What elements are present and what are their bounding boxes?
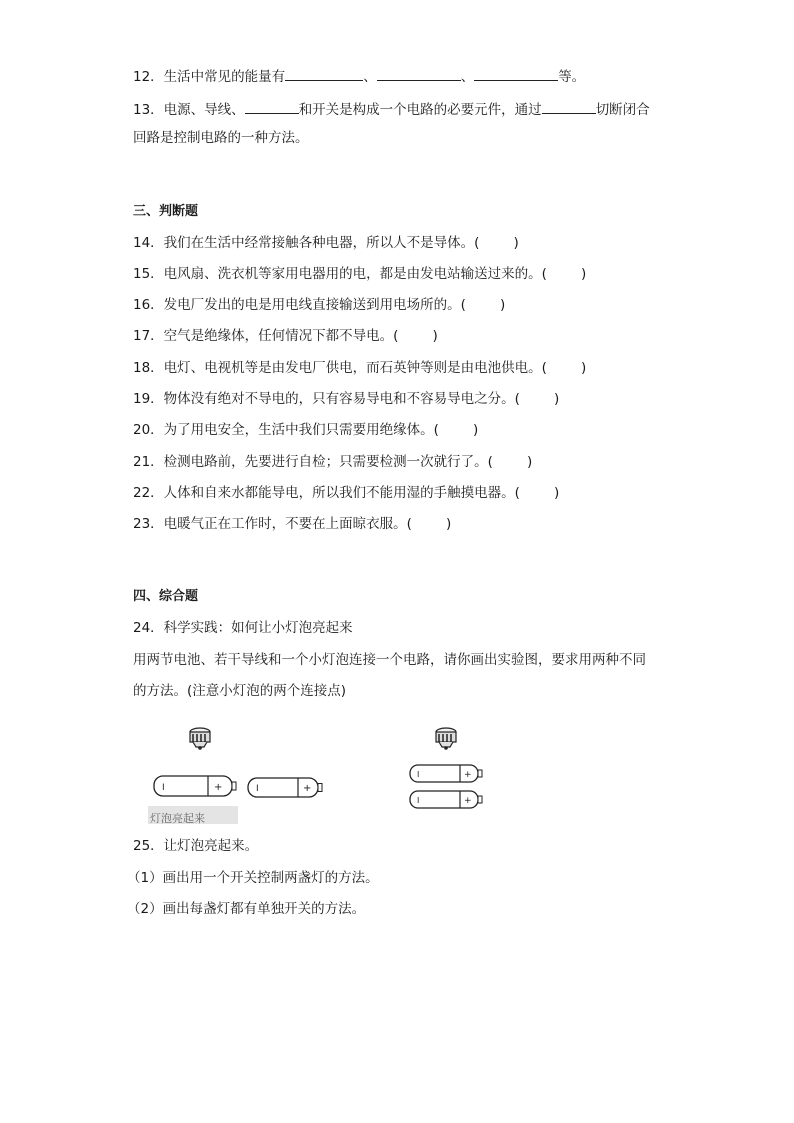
q21-close: ) bbox=[526, 454, 533, 470]
question-21 bbox=[133, 453, 532, 471]
question-15 bbox=[133, 265, 586, 283]
q13-mid: 和开关是构成一个电路的必要元件，通过 bbox=[298, 102, 542, 118]
q13-blank-2[interactable] bbox=[542, 99, 596, 114]
q17-text: 17．空气是绝缘体，任何情况下都不导电。( bbox=[133, 328, 399, 344]
q12-blank-1[interactable] bbox=[285, 66, 363, 81]
q21-text: 21．检测电路前，先要进行自检；只需要检测一次就行了。( bbox=[133, 454, 493, 470]
question-22 bbox=[133, 484, 559, 502]
battery-icon-4 bbox=[410, 791, 482, 808]
q12-sep-1: 、 bbox=[363, 69, 377, 85]
battery-3-plus: + bbox=[464, 770, 472, 780]
question-24-title: 24．科学实践：如何让小灯泡亮起来 bbox=[133, 620, 353, 636]
question-13-line2: 回路是控制电路的一种方法。 bbox=[133, 130, 309, 146]
q13-prefix: 13．电源、导线、 bbox=[133, 102, 245, 118]
battery-icon-2 bbox=[248, 778, 322, 797]
battery-4-minus: I bbox=[417, 796, 420, 805]
question-13 bbox=[133, 99, 650, 119]
question-24-line1: 用两节电池、若干导线和一个小灯泡连接一个电路，请你画出实验图，要求用两种不同 bbox=[133, 652, 646, 668]
q23-text: 23．电暖气正在工作时，不要在上面晾衣服。( bbox=[133, 516, 412, 532]
q18-close: ) bbox=[580, 360, 587, 376]
q19-close: ) bbox=[553, 391, 560, 407]
q12-blank-3[interactable] bbox=[474, 66, 558, 81]
question-17 bbox=[133, 327, 438, 345]
question-16 bbox=[133, 296, 505, 314]
question-19 bbox=[133, 390, 559, 408]
question-23 bbox=[133, 515, 451, 533]
battery-1-minus: I bbox=[162, 783, 165, 793]
q23-close: ) bbox=[445, 516, 452, 532]
bulb-icon-right bbox=[436, 728, 456, 750]
section-4-heading: 四、综合题 bbox=[133, 589, 199, 604]
q15-text: 15．电风扇、洗衣机等家用电器用的电，都是由发电站输送过来的。( bbox=[133, 266, 547, 282]
battery-2-plus: + bbox=[303, 783, 312, 794]
question-14 bbox=[133, 234, 519, 252]
q12-prefix: 12．生活中常见的能量有 bbox=[133, 69, 286, 85]
q14-close: ) bbox=[513, 235, 519, 251]
q13-suffix: 切断闭合 bbox=[595, 102, 650, 118]
q20-close: ) bbox=[472, 422, 479, 438]
q16-close: ) bbox=[499, 297, 506, 313]
battery-2-minus: I bbox=[256, 784, 259, 794]
battery-3-minus: I bbox=[417, 770, 420, 779]
figure-caption: 灯泡亮起来 bbox=[150, 812, 205, 824]
q14-text: 14．我们在生活中经常接触各种电器，所以人不是导体。( bbox=[133, 235, 480, 251]
q20-text: 20．为了用电安全，生活中我们只需要用绝缘体。( bbox=[133, 422, 439, 438]
bulb-icon-left bbox=[190, 728, 210, 750]
battery-1-plus: + bbox=[214, 782, 223, 793]
question-25-title: 25．让灯泡亮起来。 bbox=[133, 838, 259, 854]
question-18 bbox=[133, 359, 586, 377]
question-25-sub2: （2）画出每盏灯都有单独开关的方法。 bbox=[127, 901, 366, 917]
q16-text: 16．发电厂发出的电是用电线直接输送到用电场所的。( bbox=[133, 297, 466, 313]
battery-icon-3 bbox=[410, 765, 482, 782]
question-24-line2: 的方法。(注意小灯泡的两个连接点) bbox=[133, 683, 347, 699]
q12-suffix: 等。 bbox=[558, 69, 586, 85]
q13-blank-1[interactable] bbox=[245, 99, 299, 114]
q22-text: 22．人体和自来水都能导电，所以我们不能用湿的手触摸电器。( bbox=[133, 485, 520, 501]
q12-blank-2[interactable] bbox=[377, 66, 461, 81]
circuit-figure bbox=[148, 714, 498, 824]
question-20 bbox=[133, 421, 478, 439]
battery-4-plus: + bbox=[464, 796, 472, 806]
q15-close: ) bbox=[580, 266, 587, 282]
q18-text: 18．电灯、电视机等是由发电厂供电，而石英钟等则是由电池供电。( bbox=[133, 360, 547, 376]
q17-close: ) bbox=[432, 328, 438, 344]
q19-text: 19．物体没有绝对不导电的，只有容易导电和不容易导电之分。( bbox=[133, 391, 520, 407]
battery-icon-1 bbox=[154, 776, 236, 796]
section-3-heading: 三、判断题 bbox=[133, 204, 199, 219]
question-12 bbox=[133, 66, 585, 86]
q22-close: ) bbox=[553, 485, 560, 501]
q12-sep-2: 、 bbox=[460, 69, 475, 85]
question-25-sub1: （1）画出用一个开关控制两盏灯的方法。 bbox=[127, 870, 379, 886]
